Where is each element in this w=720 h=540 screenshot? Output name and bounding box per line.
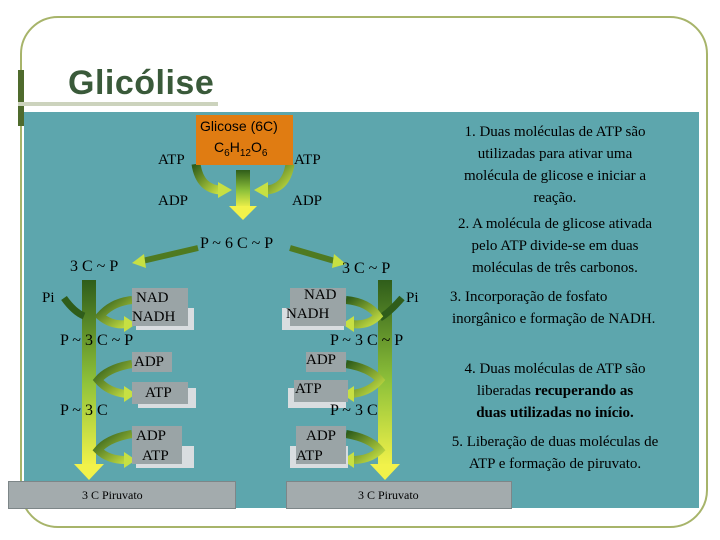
slide-title: Glicólise (68, 64, 215, 102)
adp-right-2: ADP (306, 428, 337, 444)
note-2-line-2: pelo ATP divide-se em duas (471, 238, 639, 254)
glucose-label: Glicose (6C) (200, 118, 278, 134)
note-3-line-1: 3. Incorporação de fosfato (450, 289, 608, 305)
note-5-line-2: ATP e formação de piruvato. (468, 456, 642, 472)
pi-right: Pi (406, 290, 419, 306)
nad-right: NAD (304, 287, 337, 303)
atp-right-2: ATP (296, 448, 323, 464)
right-p3c: P ~ 3 C (330, 402, 378, 419)
curved-arrow-pi-left (64, 298, 84, 316)
curved-arrow-nad-right (342, 300, 378, 332)
curved-arrow-adp-atp-left-2 (98, 434, 136, 468)
note-4-line-1: 4. Duas moléculas de ATP são (464, 361, 646, 377)
atp-right-top: ATP (294, 152, 321, 168)
pi-left: Pi (42, 290, 55, 306)
fructose-bisphosphate: P ~ 6 C ~ P (200, 235, 274, 252)
split-arrow-left (132, 248, 198, 268)
nadh-left: NADH (132, 309, 176, 325)
split-arrow-right (290, 248, 346, 268)
curved-arrow-atp-right (254, 164, 290, 198)
left-p3c: P ~ 3 C (60, 402, 108, 419)
note-2-line-1: 2. A molécula de glicose ativada (457, 216, 653, 232)
pyruvate-right: 3 C Piruvato (358, 488, 419, 502)
left-p3cp: P ~ 3 C ~ P (60, 332, 134, 349)
right-p3cp: P ~ 3 C ~ P (330, 332, 404, 349)
glucose-formula: $C_6H_{12}O_6$ (214, 139, 268, 159)
curved-arrow-atp-left (196, 164, 232, 198)
adp-left-2: ADP (136, 428, 167, 444)
note-4-line-3: duas utilizadas no início. (476, 405, 634, 421)
note-1-line-3: molécula de glicose e iniciar a (464, 168, 646, 184)
note-3-line-2: inorgânico e formação de NADH. (452, 311, 656, 327)
nadh-right: NADH (286, 306, 330, 322)
adp-right-1: ADP (306, 352, 337, 368)
curved-arrow-nad-left (100, 300, 136, 332)
atp-left-top: ATP (158, 152, 185, 168)
note-4-line-2: liberadas recuperando as (476, 383, 634, 399)
pyruvate-left: 3 C Piruvato (82, 488, 143, 502)
atp-left-1: ATP (145, 385, 172, 401)
adp-right-top: ADP (292, 193, 323, 209)
adp-left-top: ADP (158, 193, 189, 209)
nad-left: NAD (136, 290, 169, 306)
atp-left-2: ATP (142, 448, 169, 464)
curved-arrow-adp-atp-left-1 (98, 364, 136, 402)
note-1-line-1: 1. Duas moléculas de ATP são (464, 124, 646, 140)
right-3c-phosphate: 3 C ~ P (342, 260, 391, 277)
note-1-line-4: reação. (533, 190, 577, 206)
down-arrow-center (229, 170, 257, 220)
left-3c-phosphate: 3 C ~ P (70, 258, 119, 275)
note-5-line-1: 5. Liberação de duas moléculas de (451, 434, 659, 450)
atp-right-1: ATP (295, 381, 322, 397)
note-2-line-3: moléculas de três carbonos. (472, 260, 638, 276)
note-1-line-2: utilizadas para ativar uma (477, 146, 633, 162)
adp-left-1: ADP (134, 354, 165, 370)
